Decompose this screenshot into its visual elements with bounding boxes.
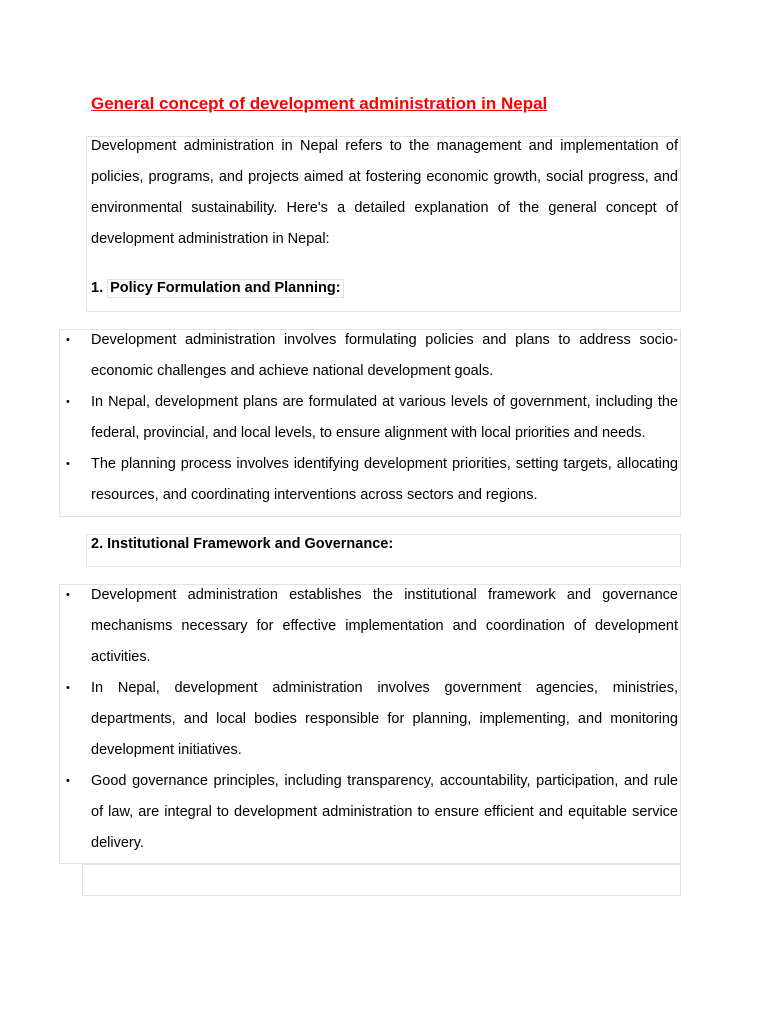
document-title: General concept of development administration in Nepal <box>91 94 548 113</box>
list-item-text: Development administration establishes the institutional framework and governance mechanisms necessary for effective implementation and coordination of development activities. <box>91 587 678 665</box>
section-1-list <box>66 325 678 511</box>
bullet-icon: • <box>66 775 70 787</box>
section-1-number: 1. <box>91 280 108 296</box>
list-item-text: In Nepal, development administration involves government agencies, ministries, departments, and local bodies responsible for planning, implementing, and monitoring development initiatives. <box>91 680 678 758</box>
list-item-text: Development administration involves formulating policies and plans to address socio-economic challenges and achieve national development goals. <box>91 332 678 379</box>
section-1-title: Policy Formulation and Planning: <box>107 279 343 298</box>
list-item <box>66 387 678 449</box>
section-2-heading <box>91 536 393 552</box>
list-item <box>66 580 678 673</box>
list-item <box>66 325 678 387</box>
intro-paragraph: Development administration in Nepal refers to the management and implementation of policies, programs, and projects aimed at fostering economic growth, social progress, and environmental sustainability. Here's a detailed explanation of the general concept of development administration in Nepal: <box>91 138 678 247</box>
list-item-text: The planning process involves identifying development priorities, setting targets, allocating resources, and coordinating interventions across sectors and regions. <box>91 456 678 503</box>
list-item <box>66 766 678 859</box>
list-item-text: Good governance principles, including transparency, accountability, participation, and rule of law, are integral to development administration to ensure efficient and equitable service delivery. <box>91 773 678 851</box>
list-item <box>66 449 678 511</box>
bullet-icon: • <box>66 589 70 601</box>
section-1-heading <box>91 280 344 296</box>
section-2-list <box>66 580 678 859</box>
bullet-icon: • <box>66 458 70 470</box>
empty-box <box>82 864 681 896</box>
list-item <box>66 673 678 766</box>
bullet-icon: • <box>66 682 70 694</box>
list-item-text: In Nepal, development plans are formulated at various levels of government, including the federal, provincial, and local levels, to ensure alignment with local priorities and needs. <box>91 394 678 441</box>
bullet-icon: • <box>66 334 70 346</box>
section-2-title: Institutional Framework and Governance: <box>107 536 394 552</box>
section-2-number: 2. <box>91 536 108 552</box>
bullet-icon: • <box>66 396 70 408</box>
